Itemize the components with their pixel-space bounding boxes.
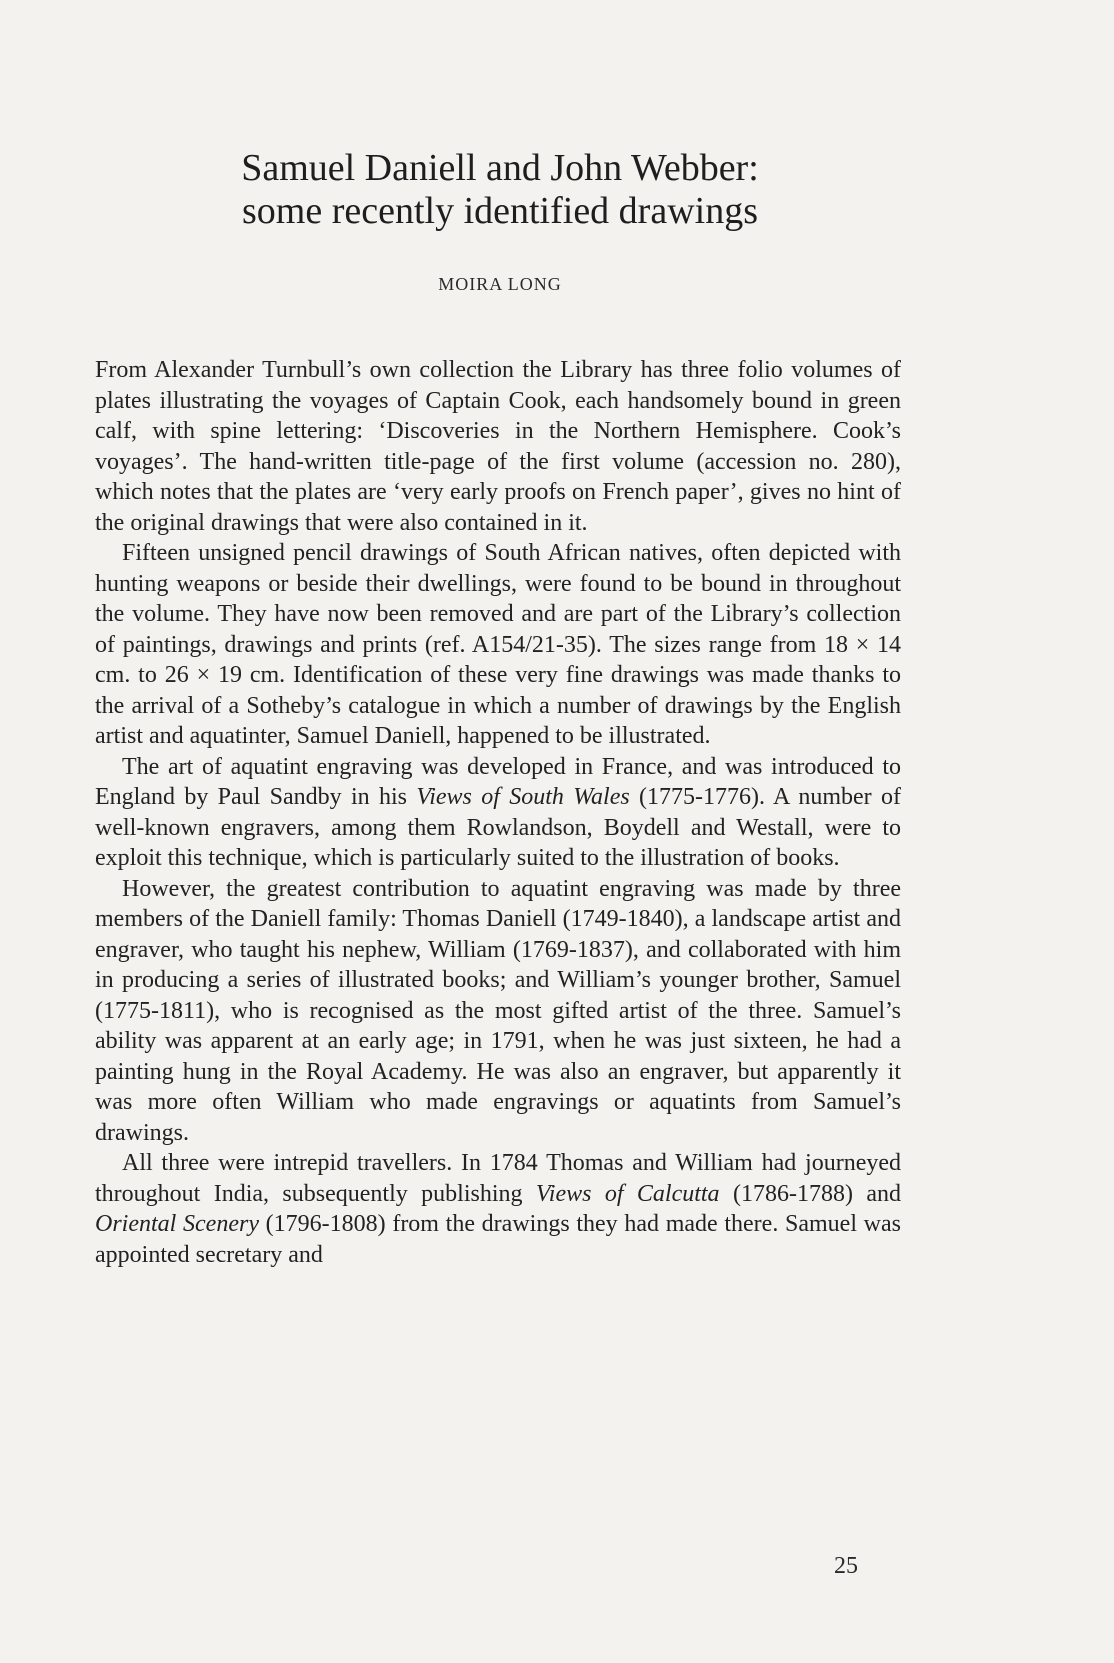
- body-paragraph: [95, 355, 901, 538]
- text-run: From Alexander Turnbull’s own collection the Library has three folio volumes of plates illustrating the voyages of Captain Cook, each handsomely bound in green calf, with spine lettering: ‘Discoveries in the Northern Hemisphere. Cook’s voyages’. The hand-written title-page of the first volume (accession no. 280), which notes that the plates are ‘very early proofs on French paper’, gives no hint of the original drawings that were also contained in it.: [95, 357, 901, 536]
- body-paragraph: [95, 538, 901, 752]
- text-run: (1786-1788) and: [719, 1180, 901, 1207]
- page-number: 25: [834, 1553, 858, 1579]
- article-title-line-2: some recently identified drawings: [241, 190, 758, 232]
- text-run: The art of aquatint engraving was developed in France, and was introduced to England by Paul Sandby in his: [95, 753, 901, 810]
- article-body: [95, 355, 901, 1270]
- italic-title: Oriental Scenery: [95, 1211, 259, 1237]
- text-run: (1796-1808) from the drawings they had made there. Samuel was appointed secretary and: [95, 1211, 901, 1268]
- article-author: MOIRA LONG: [438, 274, 562, 294]
- text-run: However, the greatest contribution to aquatint engraving was made by three members of the Daniell family: Thomas Daniell (1749-1840), a landscape artist and engraver, who taught his nephew, William (1769-1837), and collaborated with him in producing a series of illustrated books; and William’s younger brother, Samuel (1775-1811), who is recognised as the most gifted artist of the three. Samuel’s ability was apparent at an early age; in 1791, when he was just sixteen, he had a painting hung in the Royal Academy. He was also an engraver, but apparently it was more often William who made engravings or aquatints from Samuel’s drawings.: [95, 875, 901, 1146]
- text-run: Fifteen unsigned pencil drawings of South African natives, often depicted with hunting weapons or beside their dwellings, were found to be bound in throughout the volume. They have now been removed and are part of the Library’s collection of paintings, drawings and prints (ref. A154/21-35). The sizes range from 18 × 14 cm. to 26 × 19 cm. Identification of these very fine drawings was made thanks to the arrival of a Sotheby’s catalogue in which a number of drawings by the English artist and aquatinter, Samuel Daniell, happened to be illustrated.: [95, 540, 901, 749]
- body-paragraph: [95, 874, 901, 1149]
- italic-title: Views of Calcutta: [535, 1180, 720, 1207]
- body-paragraph: [95, 1148, 901, 1270]
- text-run: All three were intrepid travellers. In 1784 Thomas and William had journeyed throughout India, subsequently publishing: [95, 1150, 901, 1207]
- article-title-line-1: Samuel Daniell and John Webber:: [241, 147, 759, 189]
- text-run: (1775-1776). A number of well-known engravers, among them Rowlandson, Boydell and Westall, were to exploit this technique, which is particularly suited to the illustration of books.: [95, 784, 901, 871]
- body-paragraph: [95, 752, 901, 874]
- italic-title: Views of South Wales: [416, 784, 630, 810]
